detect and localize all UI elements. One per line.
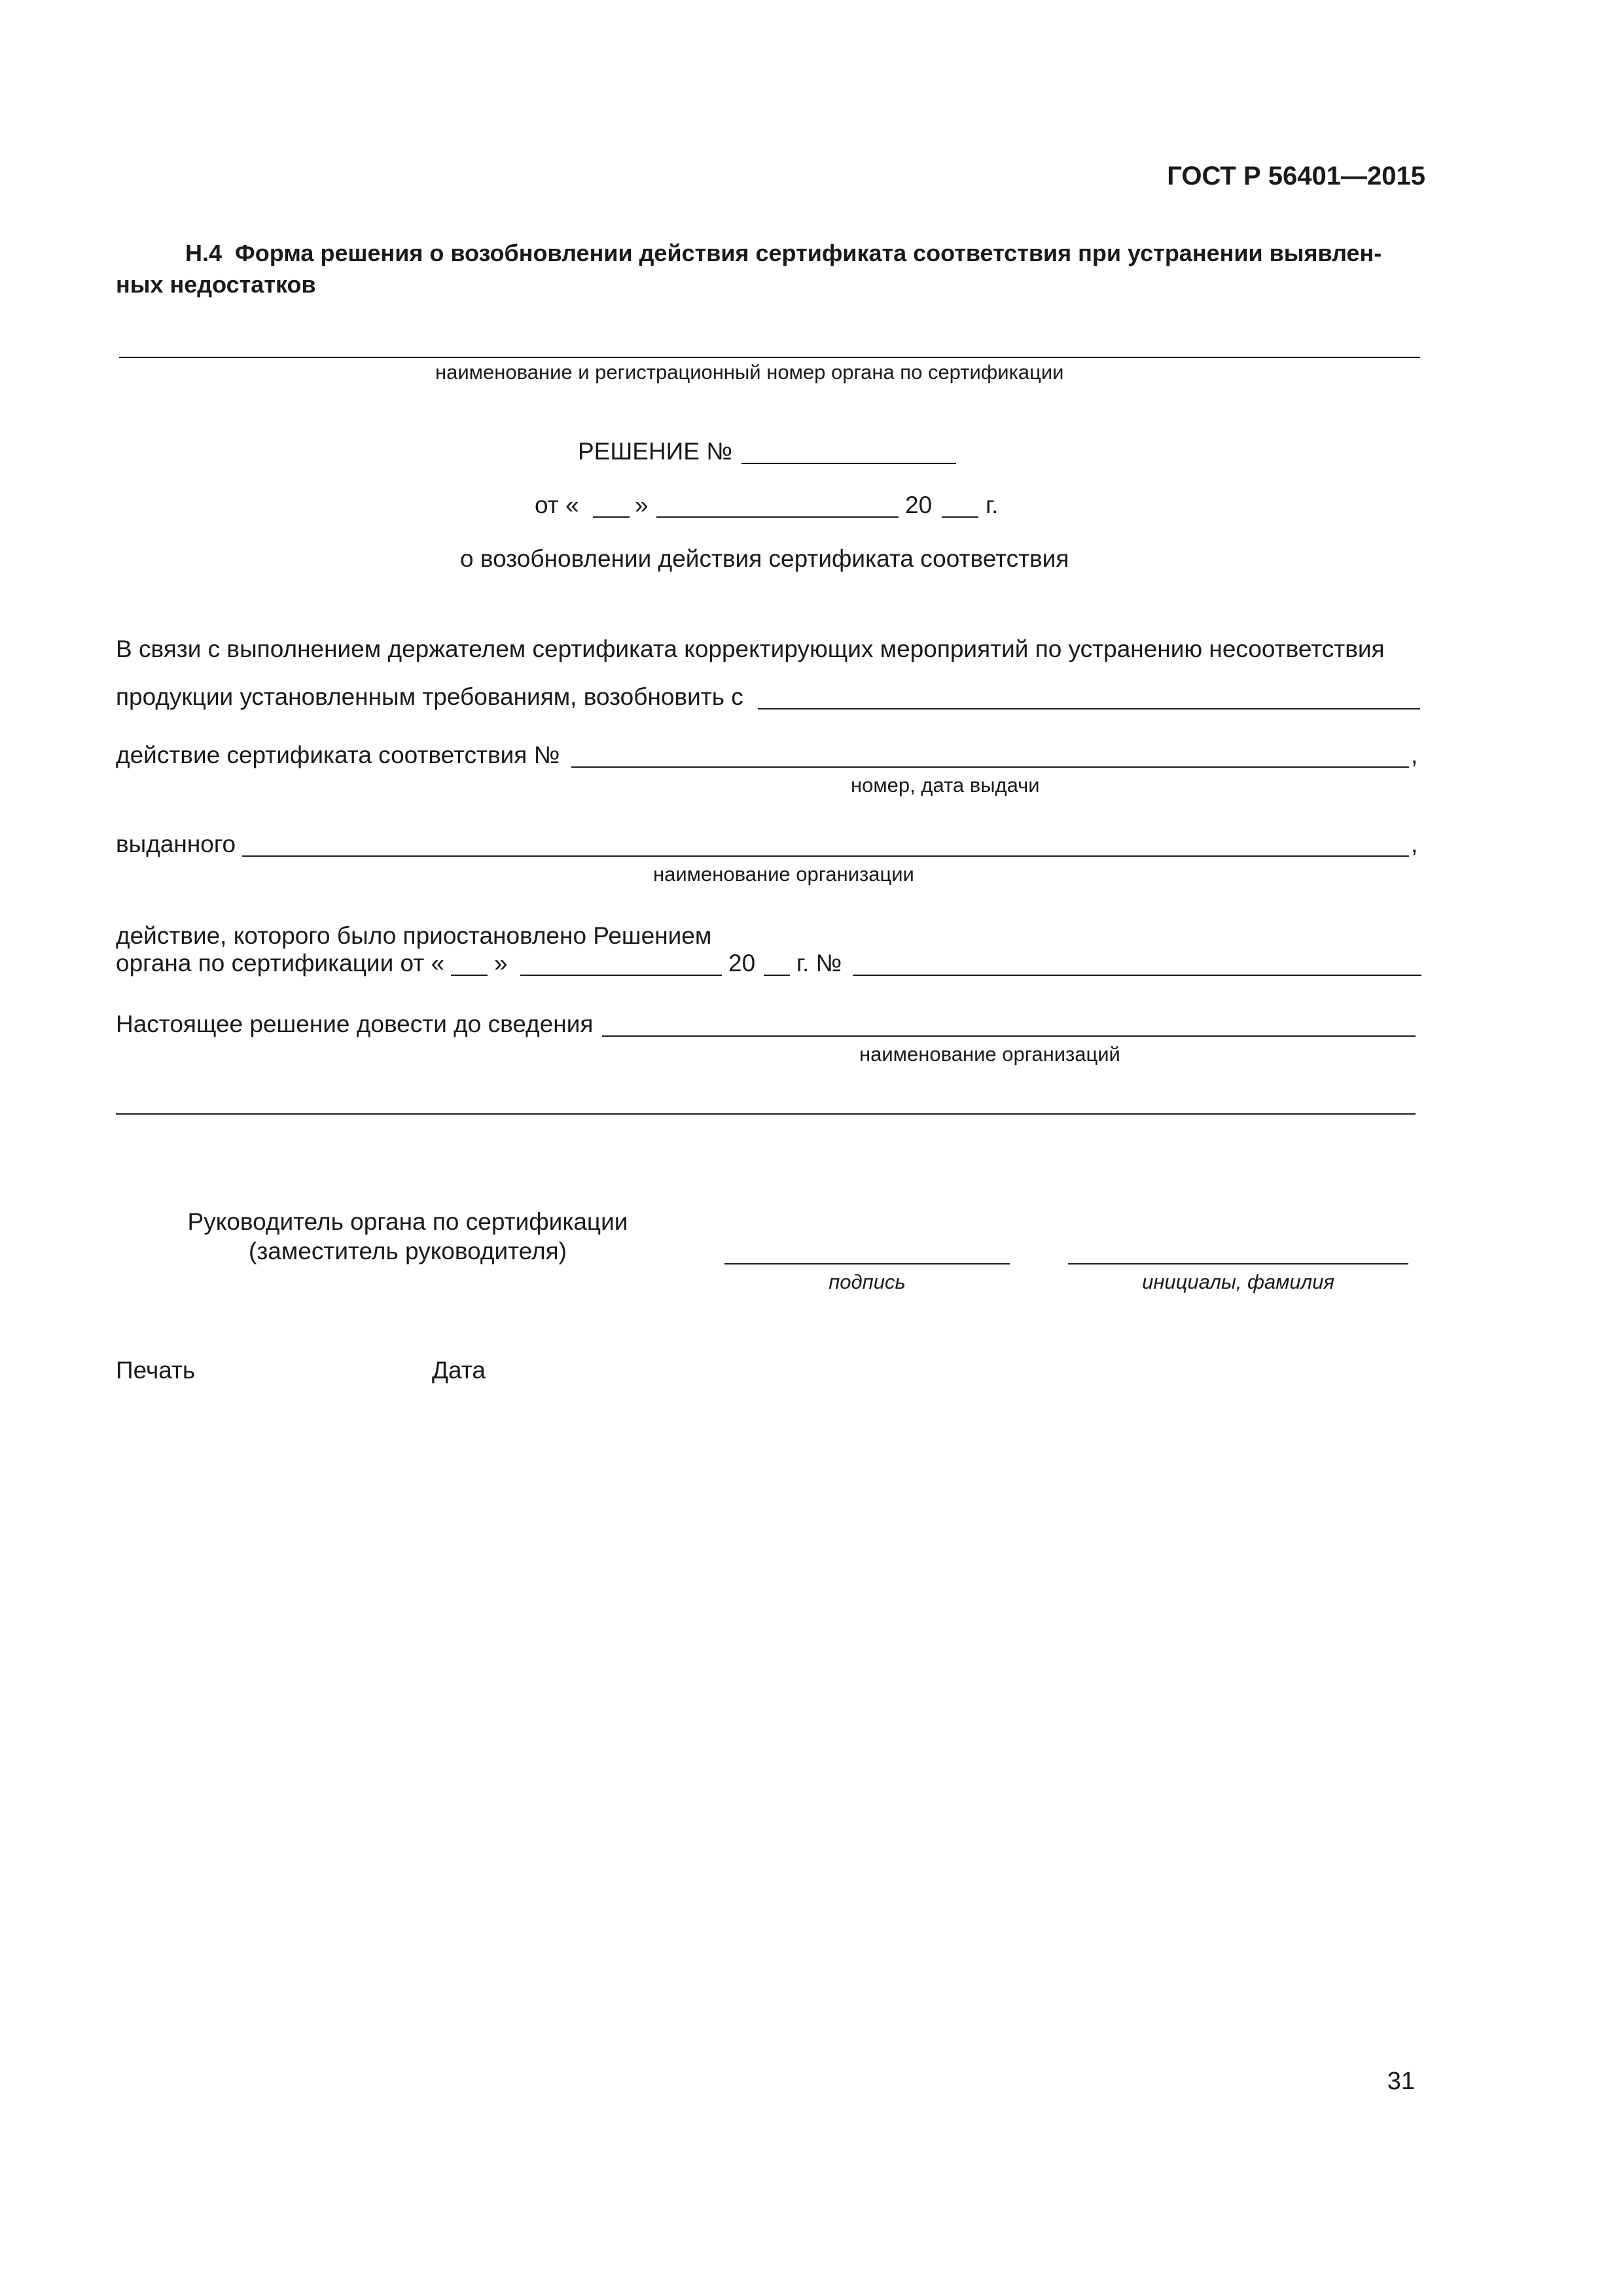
issued-comma: , (1411, 831, 1418, 857)
notify-caption: наименование организаций (859, 1043, 1120, 1066)
resume-date-line[interactable] (758, 708, 1420, 709)
decision-date-prefix: от « (535, 492, 579, 518)
decision-day-line[interactable] (593, 516, 630, 518)
section-heading-line1 (185, 239, 1382, 268)
suspended-year: 20 (728, 950, 756, 977)
name-caption: инициалы, фамилия (1142, 1270, 1334, 1293)
notify-label: Настоящее решение довести до сведения (116, 1011, 594, 1037)
issued-caption: наименование организации (653, 863, 914, 886)
decision-label: РЕШЕНИЕ № (578, 438, 732, 465)
decision-subject: о возобновлении действия сертификата соответствия (460, 545, 1069, 572)
page-number: 31 (1387, 2068, 1415, 2095)
notify-orgs-line[interactable] (602, 1035, 1416, 1037)
suspended-number-line[interactable] (853, 975, 1421, 976)
decision-month-line[interactable] (656, 516, 899, 518)
suspended-month-line[interactable] (520, 975, 722, 976)
decision-date-year: 20 (905, 492, 933, 518)
suspended-quote-close: » (494, 950, 508, 977)
org-caption: наименование и регистрационный номер органа по сертификации (435, 361, 1064, 384)
issued-label: выданного (116, 831, 236, 857)
section-number: Н.4 (185, 240, 223, 266)
notify-orgs-line-2[interactable] (116, 1113, 1416, 1115)
suspended-line2-prefix: органа по сертификации от « (116, 950, 445, 977)
decision-year-line[interactable] (942, 516, 978, 518)
section-title-line1: Форма решения о возобновлении действия сертификата соответствия при устранении выявлен- (235, 240, 1382, 266)
suspended-year-line[interactable] (764, 975, 790, 976)
date-label: Дата (432, 1357, 486, 1384)
decision-number-line[interactable] (741, 463, 956, 464)
decision-date-quote-close: » (635, 492, 649, 518)
stamp-label: Печать (116, 1357, 196, 1384)
head-title-line1: Руководитель органа по сертификации (187, 1208, 628, 1235)
head-title-line2: (заместитель руководителя) (249, 1238, 567, 1265)
suspended-day-line[interactable] (451, 975, 488, 976)
suspended-number-label: г. № (796, 950, 842, 977)
org-name-line[interactable] (119, 357, 1420, 358)
standard-designation: ГОСТ Р 56401—2015 (1167, 162, 1425, 190)
body-line2: продукции установленным требованиям, возобновить с (116, 683, 743, 710)
cert-comma: , (1411, 742, 1418, 768)
cert-caption: номер, дата выдачи (851, 774, 1040, 797)
cert-label: действие сертификата соответствия № (116, 742, 560, 768)
signature-line[interactable] (724, 1263, 1010, 1265)
decision-date-suffix: г. (986, 492, 999, 518)
cert-number-line[interactable] (571, 766, 1409, 768)
signature-caption: подпись (829, 1270, 906, 1293)
suspended-line1: действие, которого было приостановлено Решением (116, 922, 712, 949)
name-line[interactable] (1068, 1263, 1408, 1265)
section-heading-line2: ных недостатков (116, 271, 316, 298)
issued-org-line[interactable] (242, 855, 1409, 857)
body-line1: В связи с выполнением держателем сертификата корректирующих мероприятий по устранению несоответствия (116, 636, 1385, 662)
